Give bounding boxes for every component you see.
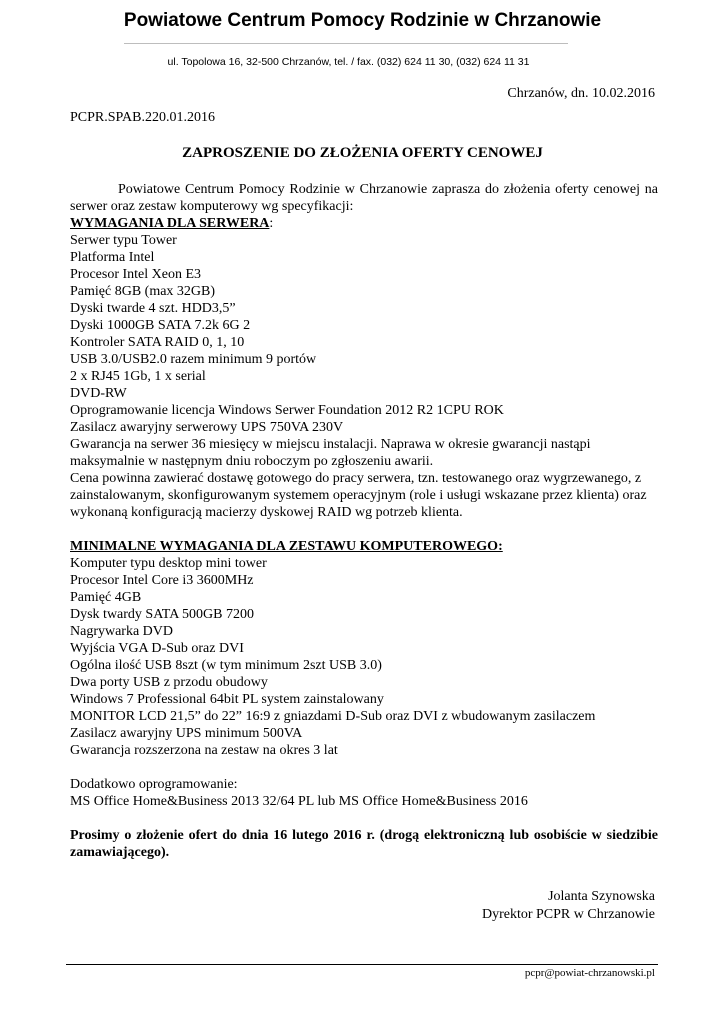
- computer-item: Ogólna ilość USB 8szt (w tym minimum 2szt USB 3.0): [70, 658, 382, 673]
- document-title: ZAPROSZENIE DO ZŁOŻENIA OFERTY CENOWEJ: [182, 145, 543, 161]
- document-body: [70, 181, 658, 861]
- server-item: Zasilacz awaryjny serwerowy UPS 750VA 230V: [70, 420, 344, 435]
- server-item: 2 x RJ45 1Gb, 1 x serial: [70, 369, 206, 384]
- computer-section-heading: MINIMALNE WYMAGANIA DLA ZESTAWU KOMPUTEROWEGO:: [70, 539, 503, 554]
- computer-item: Windows 7 Professional 64bit PL system zainstalowany: [70, 692, 384, 707]
- server-item: Dyski twarde 4 szt. HDD3,5”: [70, 301, 236, 316]
- additional-software-value: MS Office Home&Business 2013 32/64 PL lub MS Office Home&Business 2016: [70, 794, 528, 809]
- computer-item: Nagrywarka DVD: [70, 624, 174, 639]
- computer-item: Wyjścia VGA D-Sub oraz DVI: [70, 641, 244, 656]
- server-item: DVD-RW: [70, 386, 127, 401]
- server-heading-colon: :: [269, 216, 274, 231]
- server-item: Kontroler SATA RAID 0, 1, 10: [70, 335, 245, 350]
- server-item: Dyski 1000GB SATA 7.2k 6G 2: [70, 318, 251, 333]
- computer-item: Dysk twardy SATA 500GB 7200: [70, 607, 254, 622]
- additional-software-label: Dodatkowo oprogramowanie:: [70, 777, 238, 792]
- server-item: Serwer typu Tower: [70, 233, 177, 248]
- server-item: USB 3.0/USB2.0 razem minimum 9 portów: [70, 352, 317, 367]
- footer-email: pcpr@powiat-chrzanowski.pl: [524, 967, 655, 979]
- server-warranty: Gwarancja na serwer 36 miesięcy w miejscu instalacji. Naprawa w okresie gwarancji nastąpi maksymalnie w następnym dniu roboczym po zgłoszeniu awarii.: [70, 437, 591, 469]
- signature-block: [482, 888, 655, 924]
- server-item: Oprogramowanie licencja Windows Serwer Foundation 2012 R2 1CPU ROK: [70, 403, 504, 418]
- server-section-heading: [70, 215, 658, 232]
- server-price-note: Cena powinna zawierać dostawę gotowego do pracy serwera, tzn. testowanego oraz wygrzewanego, z zainstalowanym, skonfigurowanym systemem operacyjnym (role i usługi wskazane przez klienta) oraz wykonaną konfiguracją macierzy dyskowej RAID wg potrzeb klienta.: [70, 471, 647, 520]
- computer-requirements-list: [70, 555, 658, 759]
- computer-item: Komputer typu desktop mini tower: [70, 556, 267, 571]
- computer-item: MONITOR LCD 21,5” do 22” 16:9 z gniazdami D-Sub oraz DVI z wbudowanym zasilaczem: [70, 709, 596, 724]
- server-item: Platforma Intel: [70, 250, 155, 265]
- computer-item: Dwa porty USB z przodu obudowy: [70, 675, 268, 690]
- offer-deadline-request: Prosimy o złożenie ofert do dnia 16 lutego 2016 r. (drogą elektroniczną lub osobiście w siedzibie zamawiającego).: [70, 828, 658, 860]
- computer-item: Pamięć 4GB: [70, 590, 142, 605]
- server-item: Procesor Intel Xeon E3: [70, 267, 202, 282]
- spacer: [70, 759, 658, 776]
- signatory-name: Jolanta Szynowska: [548, 889, 655, 904]
- computer-item: Gwarancja rozszerzona na zestaw na okres 3 lat: [70, 743, 338, 758]
- organization-address: ul. Topolowa 16, 32-500 Chrzanów, tel. / fax. (032) 624 11 30, (032) 624 11 31: [167, 56, 530, 68]
- server-requirements-list: [70, 232, 658, 521]
- intro-paragraph: Powiatowe Centrum Pomocy Rodzinie w Chrzanowie zaprasza do złożenia oferty cenowej na serwer oraz zestaw komputerowy wg specyfikacji:: [70, 182, 658, 214]
- spacer: [70, 810, 658, 827]
- computer-item: Zasilacz awaryjny UPS minimum 500VA: [70, 726, 303, 741]
- header-divider: [124, 43, 568, 44]
- server-item: Pamięć 8GB (max 32GB): [70, 284, 216, 299]
- spacer: [70, 521, 658, 538]
- computer-item: Procesor Intel Core i3 3600MHz: [70, 573, 254, 588]
- organization-header: Powiatowe Centrum Pomocy Rodzinie w Chrzanowie: [123, 10, 602, 31]
- place-date: Chrzanów, dn. 10.02.2016: [507, 86, 655, 101]
- reference-number: PCPR.SPAB.220.01.2016: [70, 110, 215, 125]
- signatory-position: Dyrektor PCPR w Chrzanowie: [481, 907, 655, 922]
- footer-divider: [66, 964, 658, 965]
- server-heading-text: WYMAGANIA DLA SERWERA: [70, 216, 270, 231]
